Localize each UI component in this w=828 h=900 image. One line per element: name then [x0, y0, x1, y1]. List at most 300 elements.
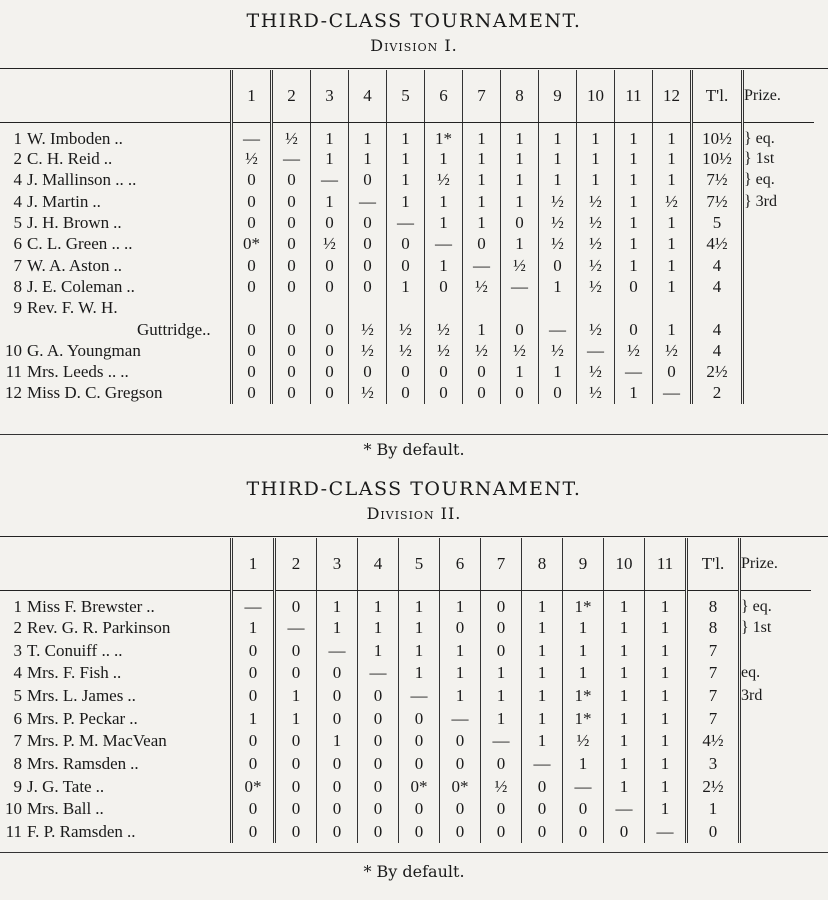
score-cell: 1	[311, 122, 349, 149]
score-cell: 1	[311, 191, 349, 212]
score-cell: 1	[463, 212, 501, 233]
player-rank: 7	[13, 731, 22, 751]
column-header: T'l.	[692, 70, 743, 122]
leader-dots: ..	[103, 149, 113, 169]
score-cell: 1	[425, 212, 463, 233]
score-cell: 0	[615, 319, 653, 340]
score-cell: 1	[563, 617, 604, 640]
column-header: 4	[349, 70, 387, 122]
score-cell: 0	[604, 821, 645, 844]
total-cell: 2	[692, 383, 743, 404]
leader-dots: ..	[95, 776, 105, 796]
player-name-cell	[0, 383, 232, 404]
div1-footnote: * By default.	[363, 440, 465, 459]
score-cell: 0	[358, 798, 399, 821]
leader-dots: ..	[146, 596, 155, 616]
player-rank: 3	[13, 640, 22, 660]
prize-cell: } eq.	[740, 590, 812, 617]
total-cell: 7	[687, 662, 740, 685]
score-cell: 0	[440, 730, 481, 753]
player-name-cell	[0, 590, 232, 617]
column-header: 9	[563, 538, 604, 590]
score-cell: 0	[501, 383, 539, 404]
total-cell: 2½	[692, 361, 743, 382]
player-rank: 9	[13, 298, 22, 318]
score-cell: 1	[317, 730, 358, 753]
player-name-cell	[0, 707, 232, 730]
score-cell: 0	[358, 753, 399, 776]
score-cell: 0	[272, 276, 311, 297]
score-cell	[653, 298, 692, 319]
score-cell: 0	[539, 255, 577, 276]
player-name-cell	[0, 753, 232, 776]
score-cell: 1	[425, 191, 463, 212]
player-name-cell	[0, 170, 232, 191]
score-cell: 1	[653, 319, 692, 340]
score-cell: 1	[604, 775, 645, 798]
score-cell: —	[358, 662, 399, 685]
score-cell: 1	[399, 590, 440, 617]
prize-cell: } eq.	[743, 122, 815, 149]
prize-cell	[743, 255, 815, 276]
score-cell: 0	[349, 212, 387, 233]
score-cell: 1	[645, 662, 687, 685]
table-row	[0, 340, 814, 361]
player-name-cell	[0, 319, 232, 340]
score-cell: 1	[522, 639, 563, 662]
score-cell: 1	[317, 617, 358, 640]
score-cell: 0	[311, 276, 349, 297]
column-header: 1	[232, 538, 275, 590]
score-cell: 0	[317, 798, 358, 821]
score-cell: 0	[232, 662, 275, 685]
player-name-cell	[0, 685, 232, 708]
score-cell: 1	[522, 590, 563, 617]
player-name: Miss F. Brewster	[27, 596, 143, 616]
score-cell: 1	[563, 662, 604, 685]
player-rank: 10	[5, 340, 22, 360]
total-cell: 0	[687, 821, 740, 844]
score-cell: 1	[615, 255, 653, 276]
score-cell: ½	[615, 340, 653, 361]
leader-dots	[211, 320, 215, 339]
score-cell: 1	[399, 639, 440, 662]
header-blank	[0, 538, 232, 590]
total-cell: 7	[687, 685, 740, 708]
score-cell: 1	[317, 590, 358, 617]
score-cell: 1*	[563, 707, 604, 730]
score-cell: 0	[387, 383, 425, 404]
table-row	[0, 639, 811, 662]
score-cell: 0*	[399, 775, 440, 798]
score-cell: 0	[440, 617, 481, 640]
total-cell: 7	[687, 639, 740, 662]
score-cell: 1	[645, 707, 687, 730]
score-cell: 1	[615, 149, 653, 170]
score-cell: 0	[349, 276, 387, 297]
leader-dots: ..	[124, 234, 133, 254]
column-header: 3	[317, 538, 358, 590]
score-cell: 0	[232, 212, 272, 233]
score-cell	[311, 298, 349, 319]
player-rank: 4	[13, 170, 22, 190]
score-cell: 1	[539, 361, 577, 382]
score-cell: 1	[604, 707, 645, 730]
leader-dots: ..	[129, 708, 138, 728]
score-cell: 0	[653, 361, 692, 382]
player-name: G. A. Youngman	[27, 340, 141, 360]
score-cell	[539, 298, 577, 319]
score-cell: 0	[275, 590, 317, 617]
score-cell: 0	[311, 319, 349, 340]
score-cell: 0	[311, 340, 349, 361]
player-name-cell	[0, 212, 232, 233]
score-cell: 1	[615, 170, 653, 191]
player-rank: 4	[13, 663, 22, 683]
column-header: 6	[425, 70, 463, 122]
prize-cell	[743, 340, 815, 361]
score-cell: ½	[577, 212, 615, 233]
score-cell: 1	[539, 122, 577, 149]
total-cell: 2½	[687, 775, 740, 798]
score-cell: 1	[501, 234, 539, 255]
score-cell: 1	[349, 149, 387, 170]
score-cell: 1	[653, 255, 692, 276]
table-row	[0, 662, 811, 685]
player-name-cell	[0, 149, 232, 170]
score-cell: 1	[645, 730, 687, 753]
column-header: 4	[358, 538, 399, 590]
player-name: Mrs. Ball	[27, 799, 92, 819]
prize-cell	[740, 753, 812, 776]
score-cell: 1	[604, 617, 645, 640]
score-cell: 1	[399, 662, 440, 685]
score-cell: ½	[425, 170, 463, 191]
total-cell: 7½	[692, 191, 743, 212]
player-name-cell	[0, 298, 232, 319]
leader-dots: ..	[130, 753, 139, 773]
score-cell: 1	[604, 753, 645, 776]
column-header: 5	[387, 70, 425, 122]
total-cell: 3	[687, 753, 740, 776]
score-cell: —	[563, 775, 604, 798]
score-cell: ½	[349, 340, 387, 361]
div1-table	[0, 70, 814, 404]
column-header: 11	[615, 70, 653, 122]
score-cell: 0	[440, 821, 481, 844]
score-cell: 0	[425, 276, 463, 297]
score-cell: 0	[275, 662, 317, 685]
score-cell: 1	[358, 617, 399, 640]
score-cell: 0	[387, 234, 425, 255]
column-header: 10	[577, 70, 615, 122]
player-name: C. L. Green ..	[27, 234, 121, 254]
player-rank: 6	[13, 234, 22, 254]
leader-dots: ..	[126, 822, 136, 842]
score-cell: 0	[563, 798, 604, 821]
prize-cell	[743, 234, 815, 255]
score-cell: 1	[604, 685, 645, 708]
player-rank: 8	[13, 276, 22, 296]
score-cell: ½	[425, 319, 463, 340]
score-cell: 1	[645, 775, 687, 798]
prize-cell: } 1st	[743, 149, 815, 170]
score-cell: 1	[275, 685, 317, 708]
score-cell: 1	[577, 122, 615, 149]
div2-footnote: * By default.	[363, 862, 465, 881]
score-cell: 0	[358, 775, 399, 798]
score-cell: 0	[563, 821, 604, 844]
score-cell: 0	[232, 685, 275, 708]
column-header: 2	[272, 70, 311, 122]
player-name-cell	[0, 276, 232, 297]
player-name: Mrs. Leeds ..	[27, 362, 117, 382]
score-cell: ½	[463, 340, 501, 361]
score-cell: —	[425, 234, 463, 255]
score-cell: 0	[425, 361, 463, 382]
score-cell: —	[349, 191, 387, 212]
score-cell: —	[275, 617, 317, 640]
div1-title: THIRD-CLASS TOURNAMENT.	[246, 10, 582, 32]
player-name-cell	[0, 234, 232, 255]
score-cell: 1*	[563, 685, 604, 708]
score-cell: 1	[501, 149, 539, 170]
score-cell: 0	[311, 383, 349, 404]
score-cell: 0	[275, 730, 317, 753]
score-cell: 0	[232, 798, 275, 821]
prize-cell	[740, 798, 812, 821]
column-header: 10	[604, 538, 645, 590]
score-cell: 0	[232, 383, 272, 404]
prize-cell	[740, 821, 812, 844]
score-cell: 1	[481, 662, 522, 685]
prize-cell	[740, 775, 812, 798]
score-cell: 0	[272, 319, 311, 340]
prize-cell	[740, 730, 812, 753]
score-cell: 0	[232, 753, 275, 776]
total-cell: 7½	[692, 170, 743, 191]
column-header: 7	[481, 538, 522, 590]
score-cell: 1	[653, 149, 692, 170]
score-cell: 1	[615, 191, 653, 212]
score-cell: ½	[563, 730, 604, 753]
score-cell: 1	[481, 707, 522, 730]
score-cell: 1	[645, 753, 687, 776]
score-cell: 0	[501, 212, 539, 233]
score-cell: 0	[522, 821, 563, 844]
score-cell: 0	[358, 707, 399, 730]
score-cell: 0	[232, 319, 272, 340]
score-cell	[425, 298, 463, 319]
score-cell: 0	[275, 775, 317, 798]
score-cell: ½	[232, 149, 272, 170]
player-rank: 12	[5, 383, 22, 403]
leader-dots: ..	[114, 128, 123, 148]
player-name-cell	[0, 821, 232, 844]
table-row	[0, 753, 811, 776]
score-cell: 0	[232, 255, 272, 276]
player-name-cell	[0, 639, 232, 662]
prize-cell	[743, 276, 815, 297]
score-cell: 0	[317, 707, 358, 730]
leader-dots: ..	[95, 799, 104, 819]
score-cell: 0	[275, 639, 317, 662]
score-cell: 0	[387, 255, 425, 276]
score-cell: —	[311, 170, 349, 191]
player-name: C. H. Reid	[27, 149, 100, 169]
score-cell: ½	[577, 276, 615, 297]
score-cell: 0	[275, 798, 317, 821]
score-cell: 1	[463, 122, 501, 149]
prize-cell: 3rd	[740, 685, 812, 708]
total-cell: 4½	[692, 234, 743, 255]
table-row	[0, 122, 814, 149]
column-header: 7	[463, 70, 501, 122]
column-header: 12	[653, 70, 692, 122]
score-cell: 0	[358, 685, 399, 708]
player-rank: 8	[13, 753, 22, 773]
score-cell	[463, 298, 501, 319]
div2-top-rule	[0, 536, 828, 537]
header-blank	[0, 70, 232, 122]
column-header: 9	[539, 70, 577, 122]
score-cell: ½	[577, 234, 615, 255]
table-row	[0, 617, 811, 640]
score-cell: 0	[275, 821, 317, 844]
div2-subtitle: Division II.	[366, 504, 462, 523]
player-rank: 2	[13, 617, 22, 637]
div2-bottom-rule	[0, 852, 828, 853]
score-cell	[272, 298, 311, 319]
score-cell: ½	[539, 234, 577, 255]
score-cell: 1	[615, 383, 653, 404]
player-name-cell	[0, 122, 232, 149]
total-cell: 4½	[687, 730, 740, 753]
score-cell: ½	[539, 212, 577, 233]
leader-dots: ..	[120, 362, 129, 382]
score-cell: 0	[272, 170, 311, 191]
score-cell: 1	[387, 170, 425, 191]
score-cell: 1*	[563, 590, 604, 617]
score-cell: 0	[232, 361, 272, 382]
table-row	[0, 821, 811, 844]
score-cell: —	[232, 590, 275, 617]
score-cell: 0	[232, 730, 275, 753]
score-cell: 0	[399, 730, 440, 753]
score-cell: 1	[387, 122, 425, 149]
player-name: F. P. Ramsden	[27, 822, 123, 842]
score-cell: 0	[481, 590, 522, 617]
score-cell: —	[645, 821, 687, 844]
column-header: 5	[399, 538, 440, 590]
player-name-cell	[0, 191, 232, 212]
score-cell	[577, 298, 615, 319]
div1-bottom-rule	[0, 434, 828, 435]
leader-dots	[170, 618, 174, 637]
score-cell: —	[577, 340, 615, 361]
total-cell: 8	[687, 617, 740, 640]
score-cell: 0	[387, 361, 425, 382]
column-header: 1	[232, 70, 272, 122]
score-cell: 0	[399, 753, 440, 776]
score-cell: 1	[645, 617, 687, 640]
total-cell: 4	[692, 319, 743, 340]
table-row	[0, 383, 814, 404]
table-row	[0, 590, 811, 617]
player-name: J. Martin	[27, 191, 89, 211]
score-cell: 0	[311, 212, 349, 233]
player-rank: 11	[5, 822, 22, 842]
score-cell: 1	[653, 212, 692, 233]
total-cell: 4	[692, 276, 743, 297]
player-name-cell	[0, 775, 232, 798]
player-rank: 1	[13, 128, 22, 148]
score-cell: 1	[522, 707, 563, 730]
score-cell: 0	[481, 798, 522, 821]
score-cell: 0	[522, 775, 563, 798]
score-cell: 0	[232, 170, 272, 191]
score-cell: 0	[358, 821, 399, 844]
score-cell	[349, 298, 387, 319]
score-cell: 0	[349, 361, 387, 382]
table-row	[0, 255, 814, 276]
player-name: Mrs. P. Peckar	[27, 708, 126, 728]
leader-dots	[118, 298, 122, 317]
column-header: Prize.	[743, 70, 815, 122]
score-cell: 1	[232, 707, 275, 730]
score-cell: 0	[272, 234, 311, 255]
leader-dots	[163, 383, 167, 402]
score-cell: 0	[275, 753, 317, 776]
score-cell: —	[399, 685, 440, 708]
table-row	[0, 707, 811, 730]
player-name: W. Imboden	[27, 128, 111, 148]
score-cell: 0	[501, 319, 539, 340]
score-cell: 1	[522, 617, 563, 640]
score-cell: 0	[349, 170, 387, 191]
score-cell: 0	[522, 798, 563, 821]
player-rank: 7	[13, 255, 22, 275]
score-cell: —	[440, 707, 481, 730]
score-cell: 0	[272, 212, 311, 233]
score-cell: ½	[481, 775, 522, 798]
score-cell: 1	[463, 149, 501, 170]
prize-cell	[743, 383, 815, 404]
table-row	[0, 170, 814, 191]
player-name: Mrs. Ramsden	[27, 753, 127, 773]
table-row	[0, 149, 814, 170]
score-cell: 1	[425, 255, 463, 276]
player-name: T. Conuiff ..	[27, 640, 110, 660]
score-cell: —	[539, 319, 577, 340]
score-cell: ½	[539, 340, 577, 361]
score-cell: 0	[317, 685, 358, 708]
score-cell: 1	[501, 122, 539, 149]
score-cell: 1	[653, 122, 692, 149]
score-cell: 1	[522, 685, 563, 708]
player-name-cell	[0, 798, 232, 821]
player-rank: 5	[13, 685, 22, 705]
score-cell: 0	[232, 191, 272, 212]
score-cell	[615, 298, 653, 319]
score-cell: 1	[501, 361, 539, 382]
table-row	[0, 298, 814, 319]
score-cell: ½	[311, 234, 349, 255]
prize-cell	[743, 319, 815, 340]
leader-dots: ..	[127, 685, 136, 705]
score-cell: ½	[387, 340, 425, 361]
score-cell: 0	[317, 775, 358, 798]
